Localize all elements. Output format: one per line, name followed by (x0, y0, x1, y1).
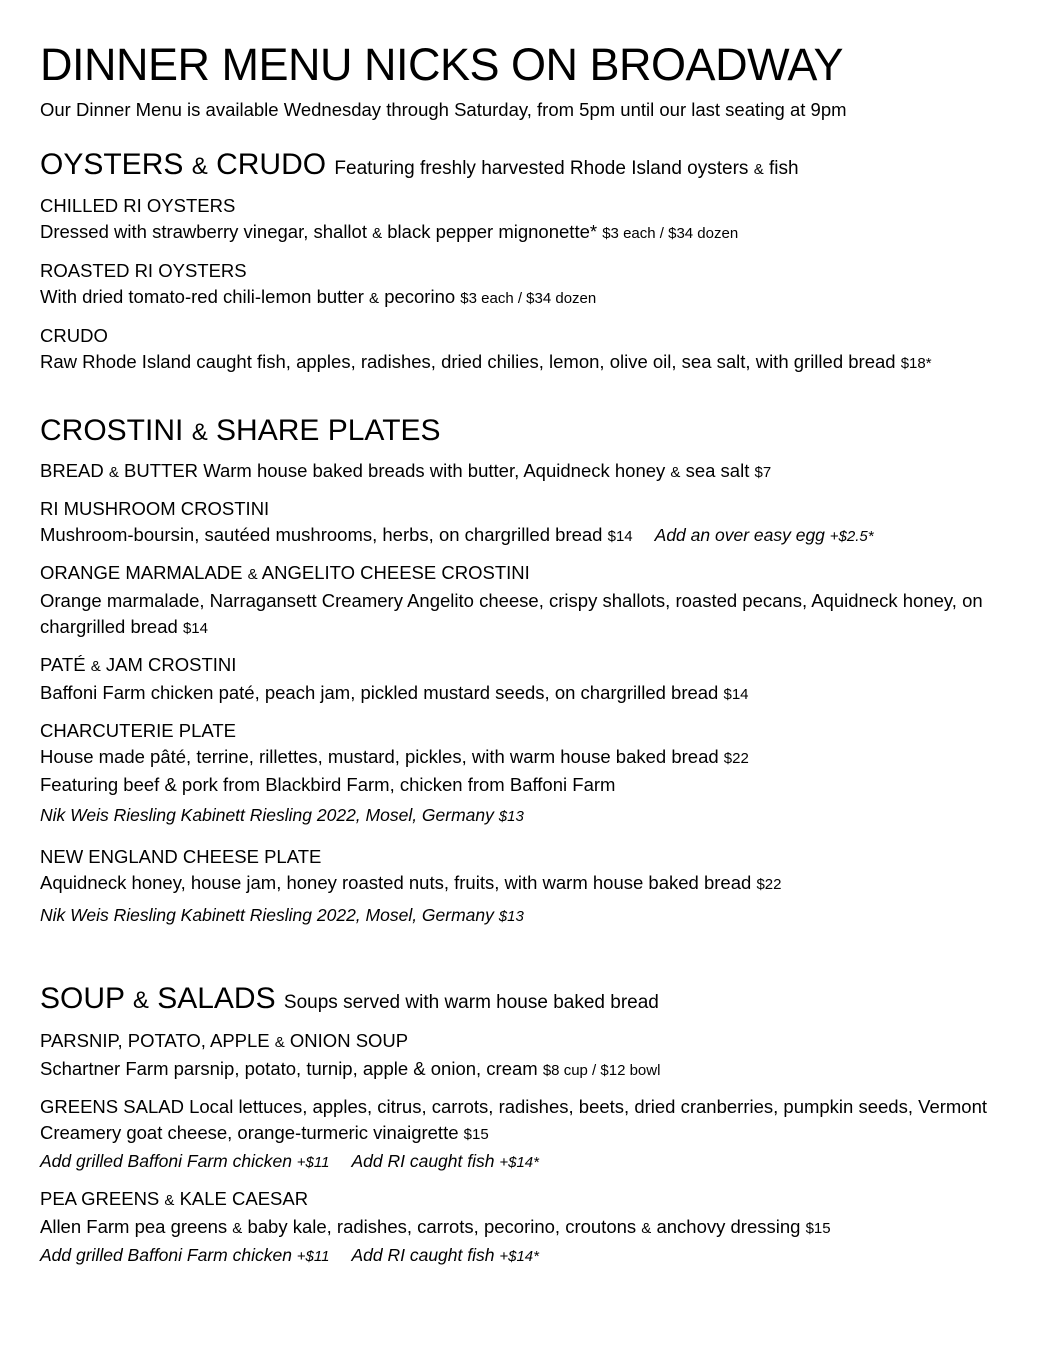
item-price: $8 cup / $12 bowl (542, 1062, 661, 1079)
menu-item-marmalade-crostini (40, 560, 1024, 642)
menu-item-kale-caesar (40, 1186, 1024, 1270)
menu-item-cheese-plate (40, 844, 1024, 930)
item-price: $18* (900, 355, 932, 372)
item-name: NEW ENGLAND CHEESE PLATE (40, 846, 322, 867)
item-name: PEA GREENS & KALE CAESAR (40, 1188, 309, 1209)
item-name: RI MUSHROOM CROSTINI (40, 498, 270, 519)
item-addons: Add grilled Baffoni Farm chicken +$11 Add RI caught fish +$14* (40, 1151, 539, 1171)
menu-item-mushroom-crostini (40, 496, 1024, 550)
item-price: $22 (756, 876, 782, 893)
section-crostini-share-plates (40, 416, 1024, 930)
item-name: ORANGE MARMALADE & ANGELITO CHEESE CROSTINI (40, 562, 530, 583)
item-name: GREENS SALAD (40, 1096, 184, 1117)
item-description: Dressed with strawberry vinegar, shallot & black pepper mignonette* $3 each / $34 dozen (40, 221, 739, 242)
item-price: $14 (607, 528, 633, 545)
wine-pairing: Nik Weis Riesling Kabinett Riesling 2022, Mosel, Germany $13 (40, 805, 524, 825)
item-price: $7 (754, 464, 772, 481)
item-description: Mushroom-boursin, sautéed mushrooms, herbs, on chargrilled bread $14 Add an over easy egg +$2.5* (40, 524, 874, 545)
menu-item-bread-butter (40, 458, 1024, 486)
item-description: Aquidneck honey, house jam, honey roasted nuts, fruits, with warm house baked bread $22 (40, 872, 782, 893)
item-name: CHARCUTERIE PLATE (40, 720, 236, 741)
item-name: CHILLED RI OYSTERS (40, 195, 236, 216)
section-soup-salads (40, 984, 1024, 1270)
item-description: Schartner Farm parsnip, potato, turnip, apple & onion, cream $8 cup / $12 bowl (40, 1058, 661, 1079)
item-name: PATÉ & JAM CROSTINI (40, 654, 237, 675)
item-description: With dried tomato-red chili-lemon butter & pecorino $3 each / $34 dozen (40, 286, 597, 307)
menu-item-greens-salad (40, 1094, 1024, 1176)
item-description: Warm house baked breads with butter, Aquidneck honey & sea salt (203, 460, 750, 481)
item-name: ROASTED RI OYSTERS (40, 260, 247, 281)
section-note: Featuring freshly harvested Rhode Island oysters & fish (334, 158, 799, 179)
menu-item-charcuterie (40, 718, 1024, 830)
section-heading: SOUP & SALADS Soups served with warm house baked bread (40, 982, 659, 1015)
item-addons: Add grilled Baffoni Farm chicken +$11 Add RI caught fish +$14* (40, 1245, 539, 1265)
item-price: $22 (723, 750, 749, 767)
item-price: $3 each / $34 dozen (602, 225, 739, 242)
menu-item-crudo (40, 323, 1024, 377)
item-description: Local lettuces, apples, citrus, carrots, radishes, beets, dried cranberries, pumpkin seeds, Vermont Creamery goat cheese, orange-turmeric vinaigrette (40, 1096, 988, 1143)
page-title: DINNER MENU NICKS ON BROADWAY (40, 39, 844, 90)
item-price: $15 (805, 1220, 831, 1237)
item-name: CRUDO (40, 325, 108, 346)
section-heading: CROSTINI & SHARE PLATES (40, 414, 441, 447)
menu-item-pate-crostini (40, 652, 1024, 708)
item-description: Allen Farm pea greens & baby kale, radishes, carrots, pecorino, croutons & anchovy dressing $15 (40, 1216, 831, 1237)
item-price: $3 each / $34 dozen (460, 290, 597, 307)
section-heading: OYSTERS & CRUDO Featuring freshly harvested Rhode Island oysters & fish (40, 148, 799, 181)
menu-item-roasted-oysters (40, 258, 1024, 312)
item-price: $14 (723, 686, 749, 703)
item-description: Baffoni Farm chicken paté, peach jam, pickled mustard seeds, on chargrilled bread $14 (40, 682, 749, 703)
item-price: $14 (182, 620, 208, 637)
item-price: $15 (463, 1126, 489, 1143)
menu-item-chilled-oysters (40, 193, 1024, 247)
item-name: PARSNIP, POTATO, APPLE & ONION SOUP (40, 1030, 409, 1051)
section-note: Soups served with warm house baked bread (283, 992, 659, 1013)
item-description: Orange marmalade, Narragansett Creamery Angelito cheese, crispy shallots, roasted pecans, Aquidneck honey, on chargrilled bread $14 (40, 590, 983, 637)
section-oysters-crudo (40, 150, 1024, 377)
item-sourcing: Featuring beef & pork from Blackbird Farm, chicken from Baffoni Farm (40, 774, 616, 795)
item-addon: Add an over easy egg +$2.5* (654, 525, 874, 545)
item-description: House made pâté, terrine, rillettes, mustard, pickles, with warm house baked bread $22 (40, 746, 749, 767)
menu-item-parsnip-soup (40, 1028, 1024, 1084)
page-subtitle: Our Dinner Menu is available Wednesday through Saturday, from 5pm until our last seating at 9pm (40, 99, 847, 120)
wine-pairing: Nik Weis Riesling Kabinett Riesling 2022, Mosel, Germany $13 (40, 905, 524, 925)
item-name: BREAD & BUTTER (40, 460, 199, 481)
item-description: Raw Rhode Island caught fish, apples, radishes, dried chilies, lemon, olive oil, sea salt, with grilled bread $18* (40, 351, 932, 372)
